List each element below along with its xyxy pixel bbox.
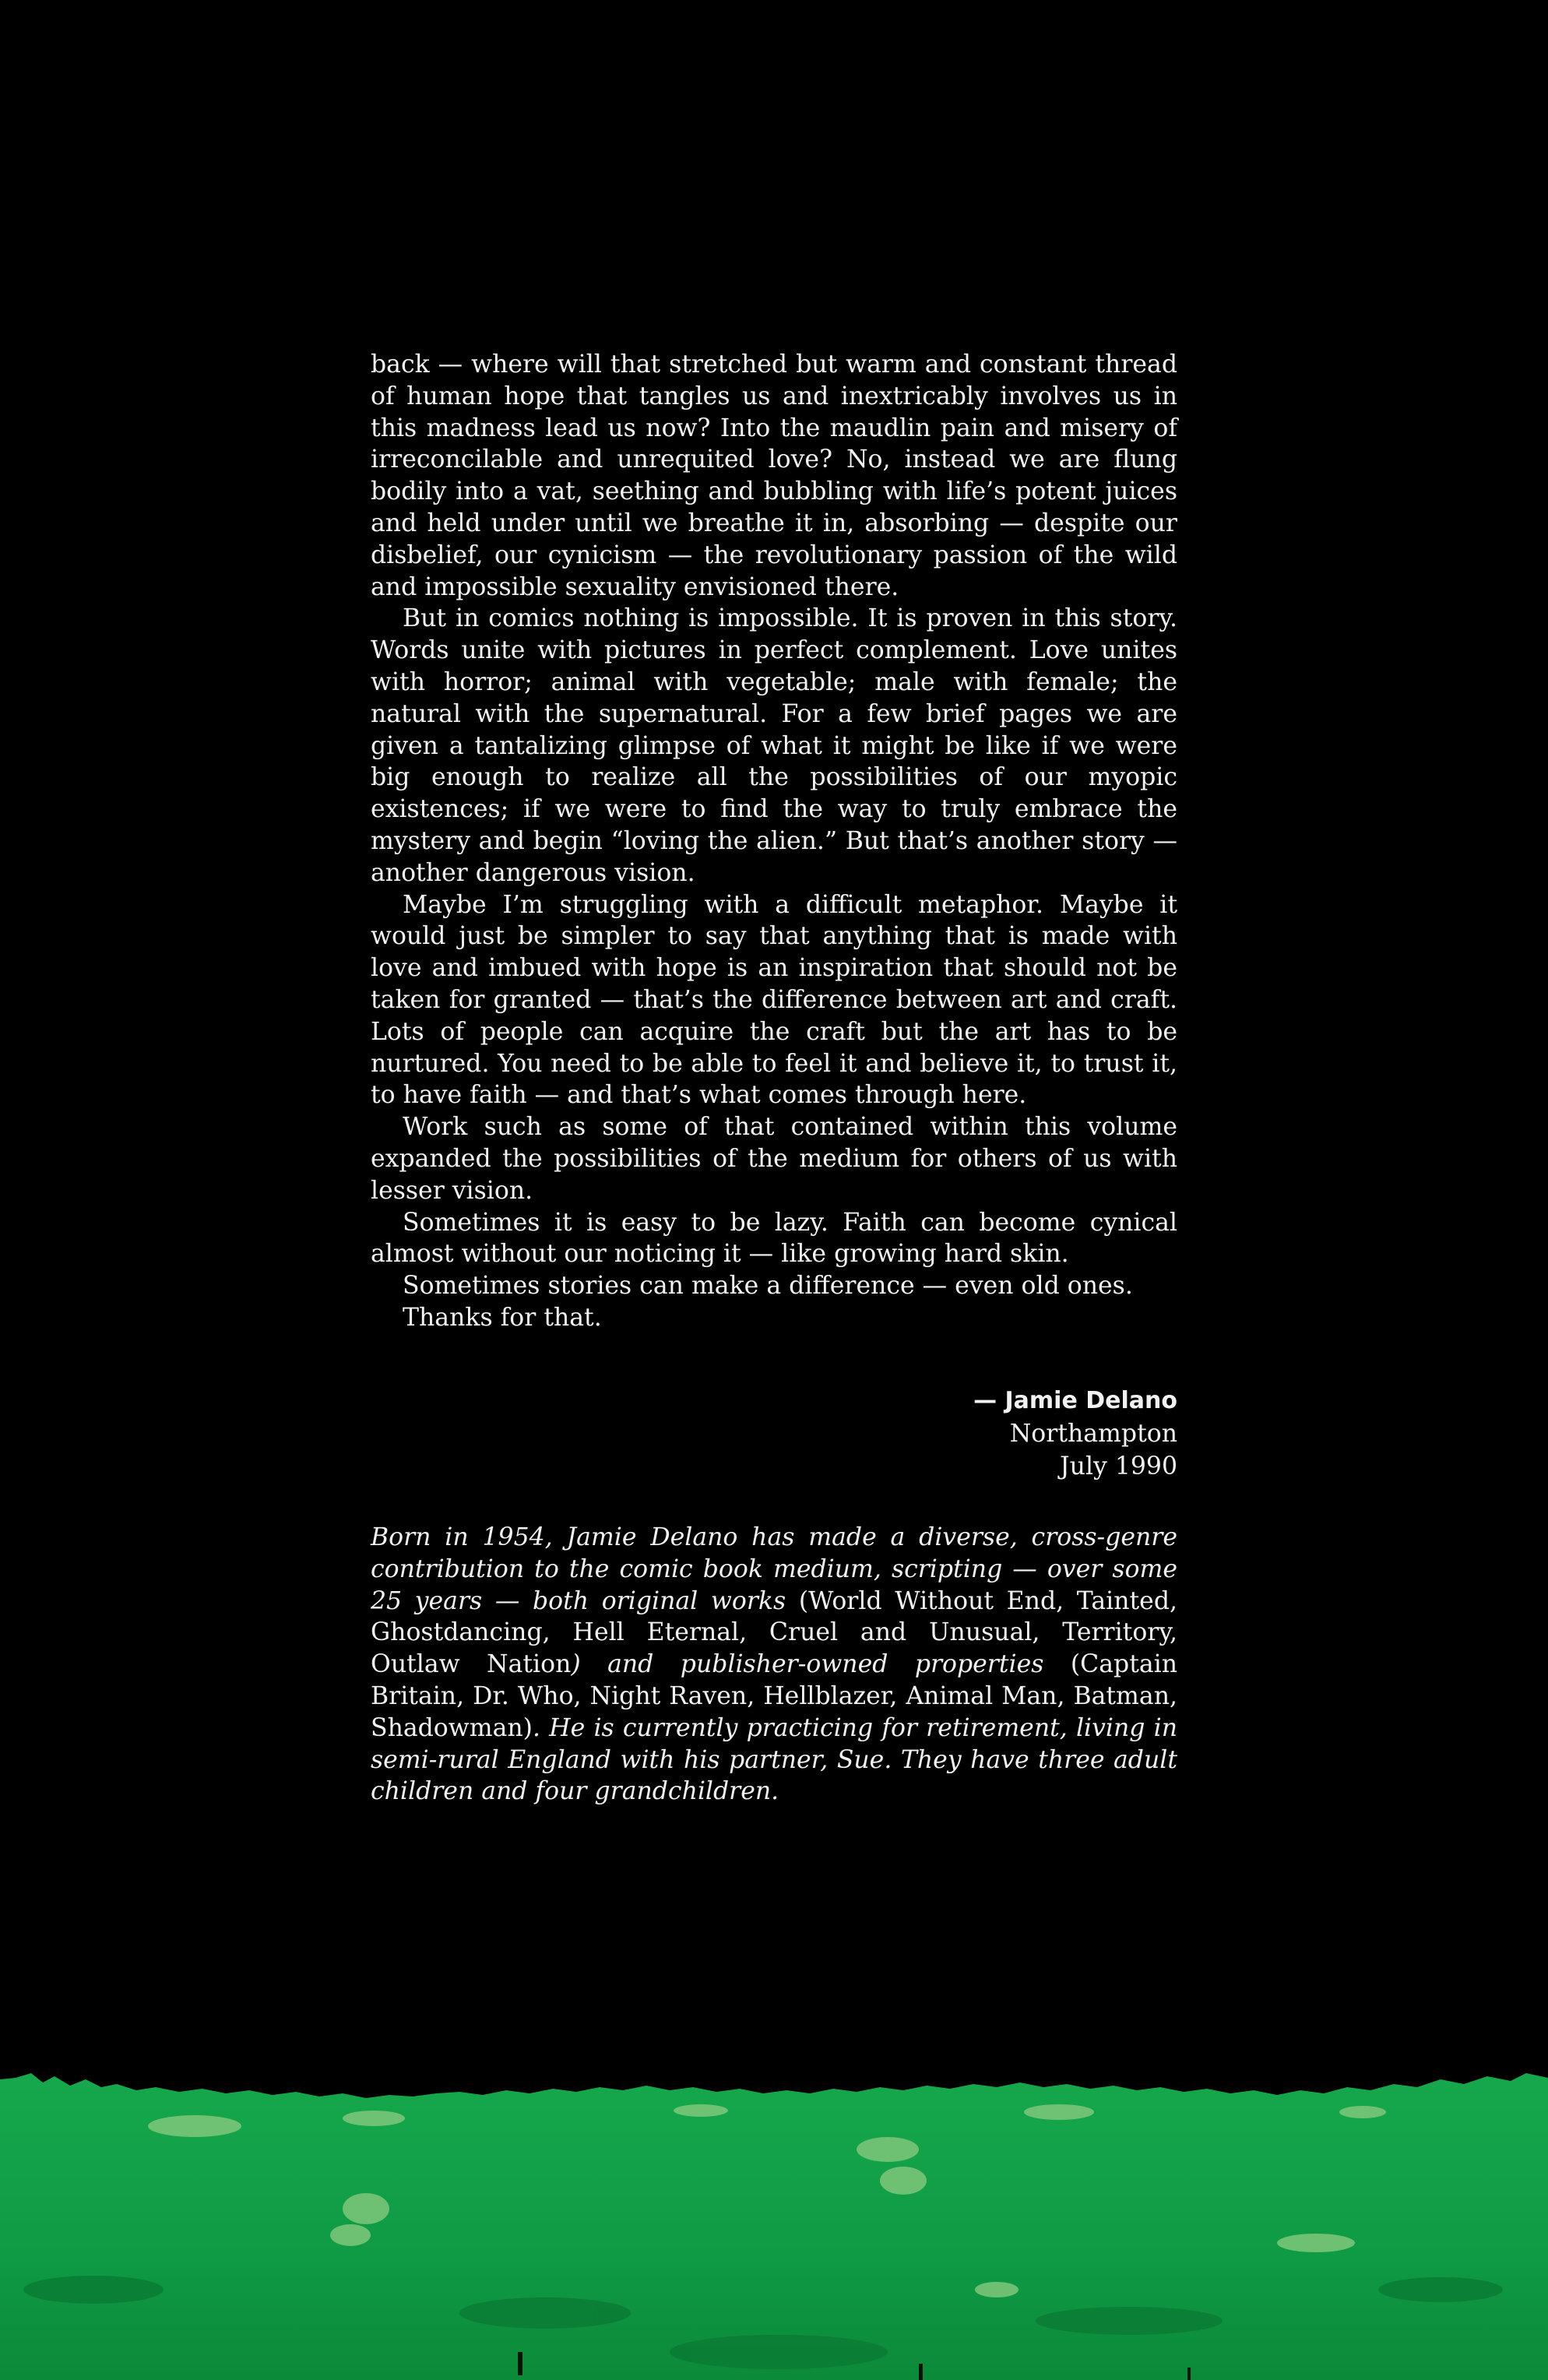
bio-owned-properties: (Captain Britain, Dr. Who, Night Raven, Hellblazer, Animal Man, Batman, Shadowman)	[371, 1650, 1177, 1742]
essay-paragraph: Work such as some of that contained within this volume expanded the possibilities of the medium for others of us with lesser vision.	[371, 1113, 1177, 1205]
essay-paragraph: Sometimes stories can make a difference — even old ones.	[403, 1272, 1133, 1301]
essay-paragraph: back — where will that stretched but warm and constant thread of human hope that tangles us and inextricably involves us in this madness lead us now? Into the maudlin pain and misery of irreconcilable and unrequited love? No, instead we are flung bodily into a vat, seething and bubbling with life’s potent juices and held under until we breathe it in, absorbing — despite our disbelief, our cynicism — the revolutionary passion of the wild and impossible sexuality envisioned there.	[371, 350, 1177, 601]
bio-text: Born in 1954, Jamie Delano has made a diverse, cross-genre contribution to the comic book medium, scripting — over some 25 years — both original works	[371, 1523, 1177, 1615]
essay-paragraph: Sometimes it is easy to be lazy. Faith can become cynical almost without our noticing it — like growing hard skin.	[371, 1208, 1177, 1269]
essay-text	[371, 349, 1177, 1334]
essay-paragraph: But in comics nothing is impossible. It is proven in this story. Words unite with pictures in perfect complement. Love unites with horror; animal with vegetable; male with female; the natural with the supernatural. For a few brief pages we are given a tantalizing glimpse of what it might be like if we were big enough to realize all the possibilities of our myopic existences; if we were to find the way to truly embrace the mystery and begin “loving the alien.” But that’s another story — another dangerous vision.	[371, 604, 1177, 887]
author-bio	[371, 1522, 1177, 1808]
signature-place: Northampton	[1009, 1420, 1177, 1448]
signature-date: July 1990	[1060, 1452, 1177, 1480]
bio-original-works: (World Without End, Tainted, Ghostdancing, Hell Eternal, Cruel and Unusual, Territory, Outlaw Nation	[371, 1586, 1177, 1679]
signature-block	[371, 1385, 1177, 1483]
author-name: — Jamie Delano	[973, 1387, 1177, 1414]
bio-text: ) and publisher-owned properties	[571, 1650, 1071, 1679]
essay-paragraph: Maybe I’m struggling with a difficult metaphor. Maybe it would just be simpler to say that anything that is made with love and imbued with hope is an inspiration that should not be taken for granted — that’s the difference between art and craft. Lots of people can acquire the craft but the art has to be nurtured. You need to be able to feel it and believe it, to trust it, to have faith — and that’s what comes through here.	[371, 890, 1177, 1110]
essay-paragraph: Thanks for that.	[403, 1303, 602, 1332]
bio-text: . He is currently practicing for retirement, living in semi-rural England with his partner, Sue. They have three adult children and four grandchildren.	[371, 1713, 1177, 1806]
green-grass-texture	[0, 2056, 1548, 2380]
grass-body	[0, 2073, 1548, 2380]
